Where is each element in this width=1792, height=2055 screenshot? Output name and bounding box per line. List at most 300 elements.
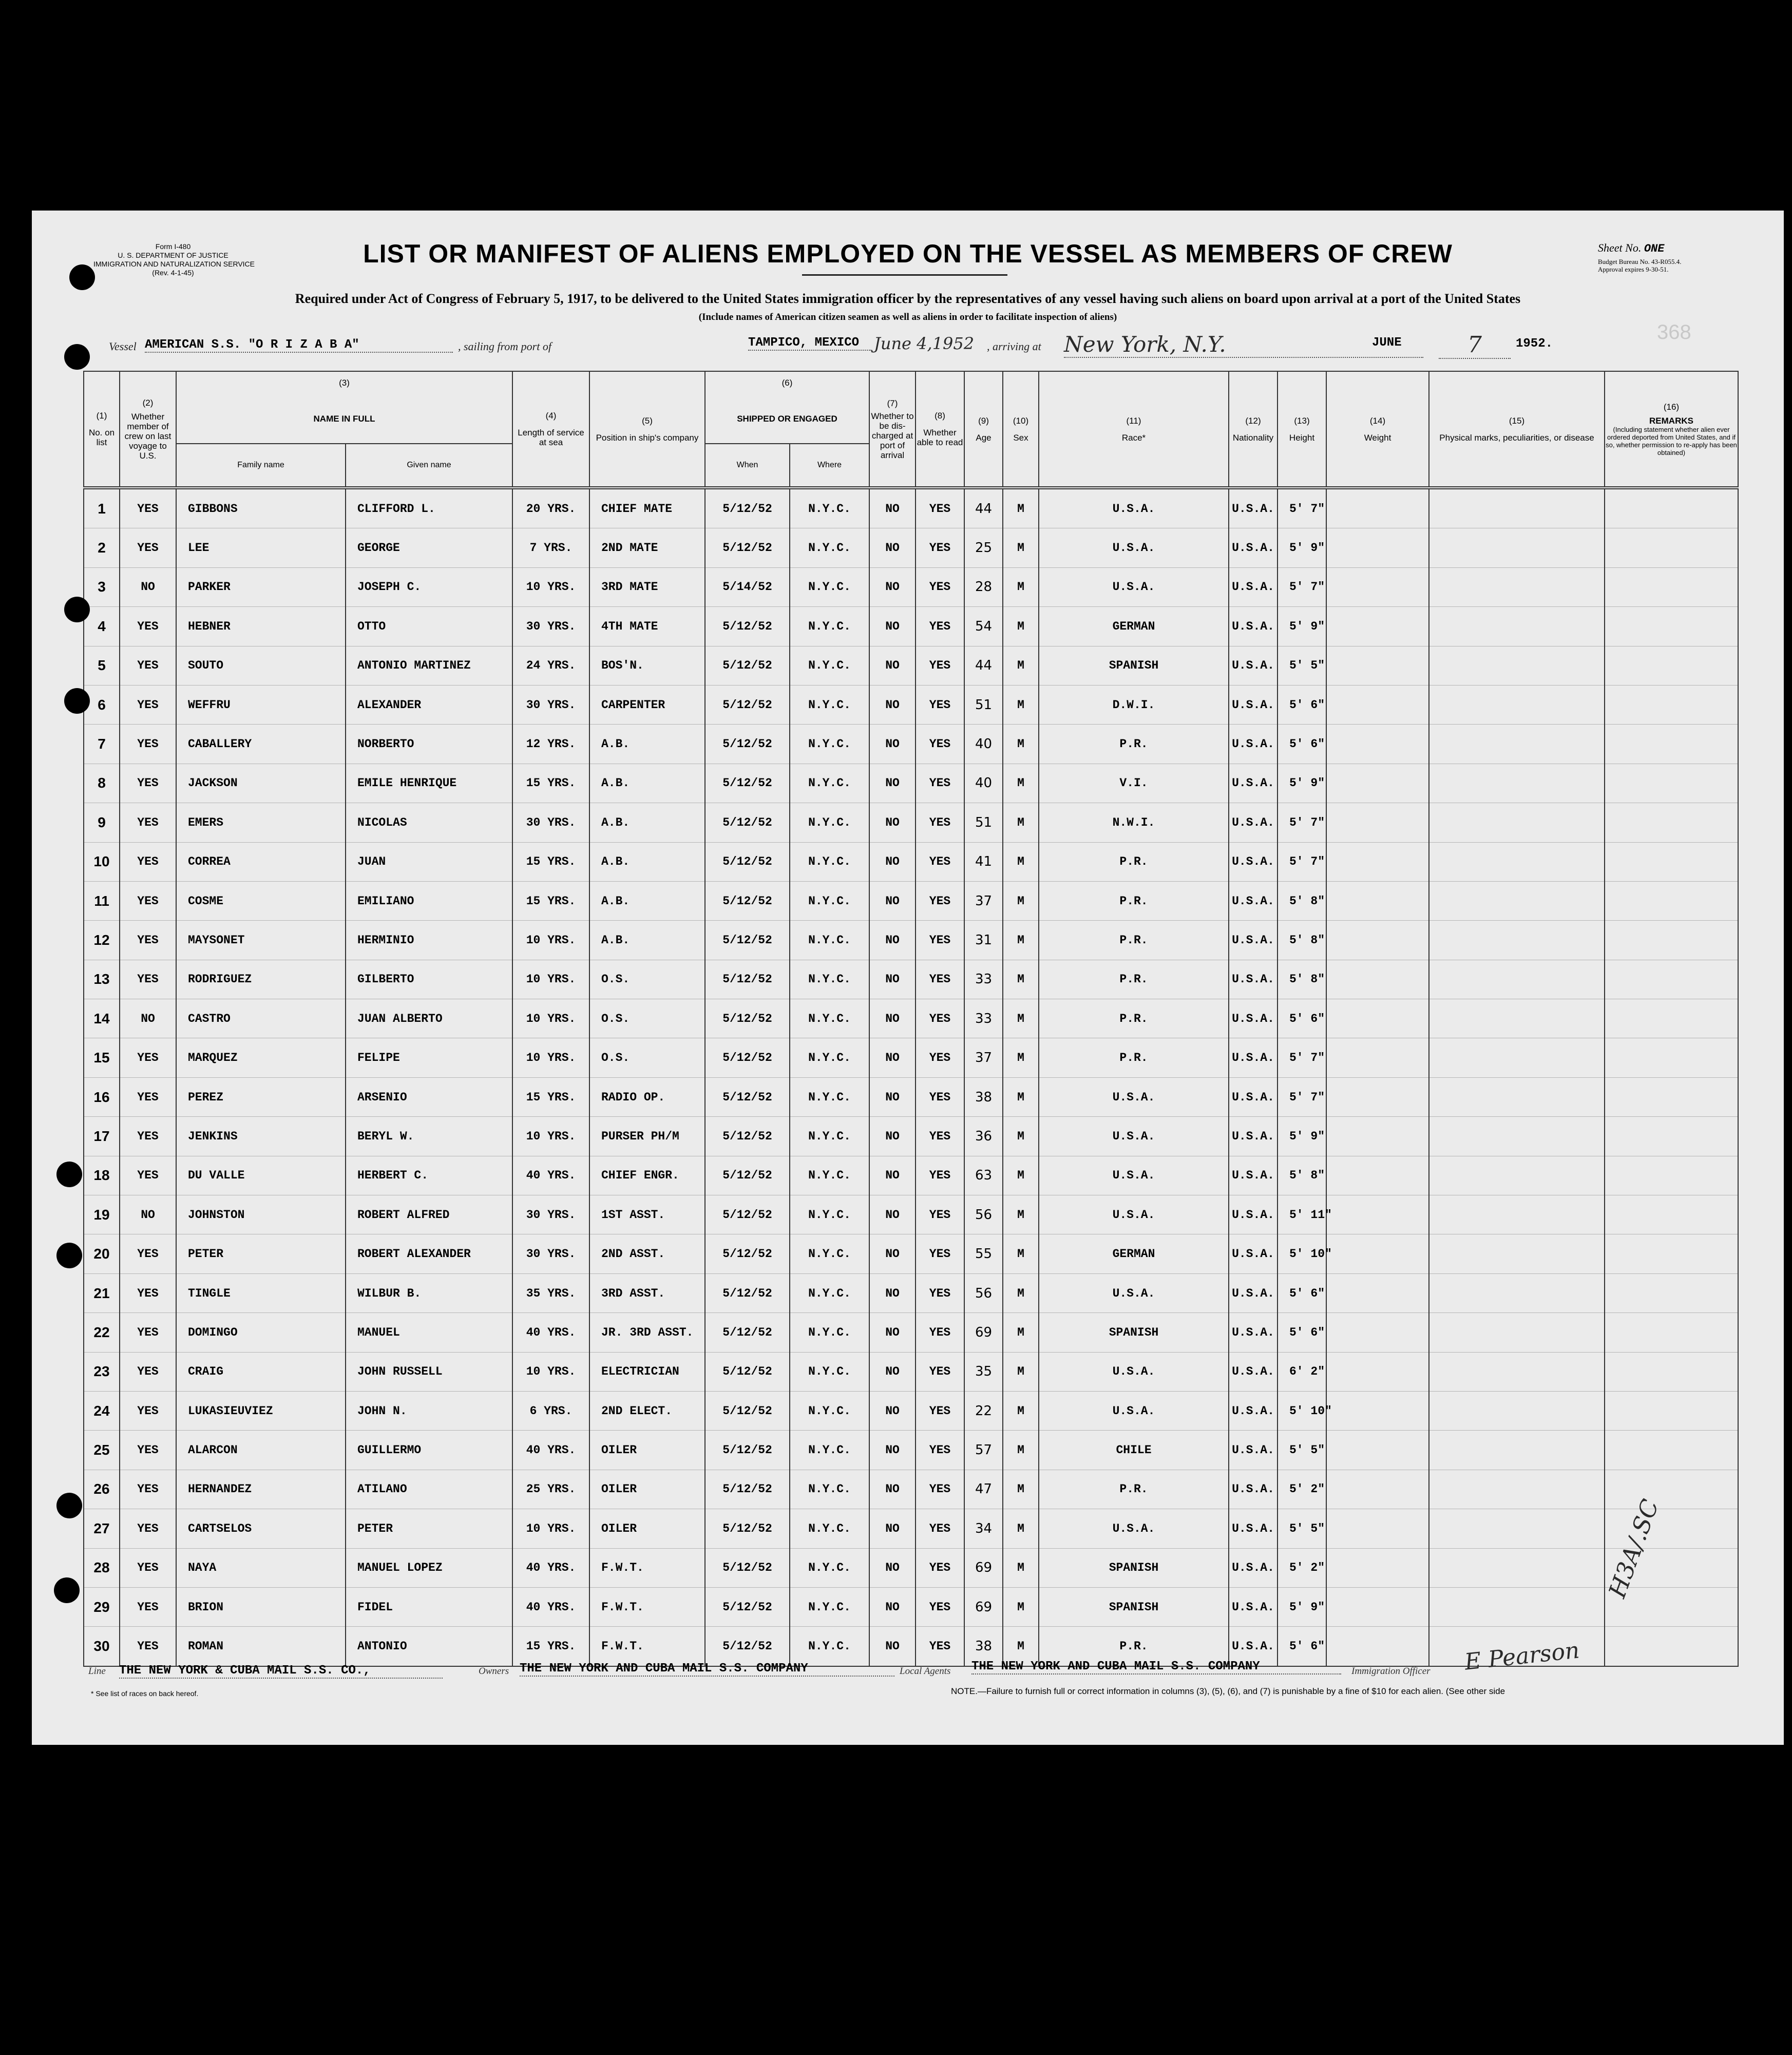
height-cell: 5' 8"	[1278, 1156, 1326, 1195]
shipped-when-cell: 5/12/52	[705, 1195, 790, 1234]
shipped-when-cell: 5/12/52	[705, 1391, 790, 1430]
col-no-header: (1) No. on list	[84, 371, 120, 488]
remarks-cell	[1605, 881, 1738, 920]
given-name-cell: PETER	[346, 1509, 512, 1548]
port-from: TAMPICO, MEXICO	[748, 336, 871, 351]
length-of-service-cell: 30 YRS.	[512, 1234, 589, 1273]
weight-cell	[1326, 803, 1429, 842]
length-of-service-cell: 40 YRS.	[512, 1431, 589, 1470]
age-cell: 44	[964, 646, 1003, 685]
sex-cell: M	[1003, 1391, 1039, 1430]
weight-cell	[1326, 488, 1429, 528]
age-cell: 44	[964, 488, 1003, 528]
row-number-cell: 29	[84, 1587, 120, 1626]
age-cell: 33	[964, 999, 1003, 1038]
shipped-where-cell: N.Y.C.	[790, 1627, 869, 1666]
given-name-cell: OTTO	[346, 607, 512, 646]
age-cell: 37	[964, 1038, 1003, 1077]
length-of-service-cell: 15 YRS.	[512, 881, 589, 920]
table-row	[84, 1117, 1738, 1156]
prev-voyage-cell: YES	[120, 1431, 176, 1470]
discharged-cell: NO	[869, 881, 916, 920]
physical-marks-cell	[1429, 1352, 1605, 1391]
shipped-where-cell: N.Y.C.	[790, 567, 869, 606]
manifest-sheet	[32, 211, 1784, 1745]
able-to-read-cell: YES	[916, 1156, 964, 1195]
race-cell: P.R.	[1039, 921, 1229, 960]
shipped-when-cell: 5/12/52	[705, 1038, 790, 1077]
weight-cell	[1326, 1038, 1429, 1077]
family-name-cell: NAYA	[176, 1548, 346, 1587]
prev-voyage-cell: YES	[120, 1038, 176, 1077]
shipped-where-cell: N.Y.C.	[790, 1470, 869, 1509]
table-row	[84, 1470, 1738, 1509]
prev-voyage-cell: YES	[120, 1077, 176, 1116]
shipped-when-cell: 5/12/52	[705, 1352, 790, 1391]
given-name-cell: GEORGE	[346, 528, 512, 567]
shipped-when-cell: 5/12/52	[705, 1587, 790, 1626]
shipped-when-cell: 5/12/52	[705, 999, 790, 1038]
punch-hole	[64, 597, 90, 622]
row-number-cell: 16	[84, 1077, 120, 1116]
shipped-where-cell: N.Y.C.	[790, 1038, 869, 1077]
remarks-cell	[1605, 488, 1738, 528]
sex-cell: M	[1003, 607, 1039, 646]
row-number-cell: 24	[84, 1391, 120, 1430]
nationality-cell: U.S.A.	[1229, 1391, 1278, 1430]
line-label: Line	[88, 1666, 106, 1677]
physical-marks-cell	[1429, 960, 1605, 999]
race-cell: U.S.A.	[1039, 1195, 1229, 1234]
physical-marks-cell	[1429, 1117, 1605, 1156]
crew-rows	[84, 488, 1738, 1666]
shipped-where-cell: N.Y.C.	[790, 1509, 869, 1548]
length-of-service-cell: 40 YRS.	[512, 1156, 589, 1195]
height-cell: 5' 6"	[1278, 1313, 1326, 1352]
shipped-where-cell: N.Y.C.	[790, 999, 869, 1038]
length-of-service-cell: 10 YRS.	[512, 1509, 589, 1548]
table-row	[84, 1431, 1738, 1470]
prev-voyage-cell: YES	[120, 1234, 176, 1273]
col-sex-header: (10) Sex	[1003, 371, 1039, 488]
physical-marks-cell	[1429, 842, 1605, 881]
row-number-cell: 8	[84, 764, 120, 803]
prev-voyage-cell: NO	[120, 567, 176, 606]
length-of-service-cell: 20 YRS.	[512, 488, 589, 528]
given-name-cell: JUAN ALBERTO	[346, 999, 512, 1038]
physical-marks-cell	[1429, 646, 1605, 685]
discharged-cell: NO	[869, 960, 916, 999]
height-cell: 5' 8"	[1278, 960, 1326, 999]
prev-voyage-cell: YES	[120, 803, 176, 842]
col-name-number: (3)	[176, 371, 512, 394]
given-name-cell: BERYL W.	[346, 1117, 512, 1156]
shipped-where-cell: N.Y.C.	[790, 528, 869, 567]
able-to-read-cell: YES	[916, 1548, 964, 1587]
height-cell: 5' 7"	[1278, 488, 1326, 528]
family-name-cell: PETER	[176, 1234, 346, 1273]
sex-cell: M	[1003, 1627, 1039, 1666]
remarks-cell	[1605, 1431, 1738, 1470]
nationality-cell: U.S.A.	[1229, 1038, 1278, 1077]
length-of-service-cell: 30 YRS.	[512, 1195, 589, 1234]
length-of-service-cell: 15 YRS.	[512, 1627, 589, 1666]
col-age-header: (9) Age	[964, 371, 1003, 488]
length-of-service-cell: 10 YRS.	[512, 1117, 589, 1156]
shipped-where-cell: N.Y.C.	[790, 1587, 869, 1626]
prev-voyage-cell: YES	[120, 1273, 176, 1312]
agents-value: THE NEW YORK AND CUBA MAIL S.S. COMPANY	[971, 1660, 1341, 1675]
age-cell: 47	[964, 1470, 1003, 1509]
table-row	[84, 960, 1738, 999]
shipped-when-cell: 5/12/52	[705, 607, 790, 646]
nationality-cell: U.S.A.	[1229, 1548, 1278, 1587]
shipped-where-cell: N.Y.C.	[790, 725, 869, 764]
row-number-cell: 7	[84, 725, 120, 764]
shipped-when-cell: 5/12/52	[705, 1509, 790, 1548]
remarks-cell	[1605, 803, 1738, 842]
position-cell: O.S.	[589, 999, 705, 1038]
given-name-cell: GUILLERMO	[346, 1431, 512, 1470]
table-row	[84, 1313, 1738, 1352]
height-cell: 6' 2"	[1278, 1352, 1326, 1391]
discharged-cell: NO	[869, 1548, 916, 1587]
sex-cell: M	[1003, 999, 1039, 1038]
shipped-when-cell: 5/12/52	[705, 646, 790, 685]
table-row	[84, 725, 1738, 764]
given-name-cell: ALEXANDER	[346, 685, 512, 724]
given-name-cell: HERMINIO	[346, 921, 512, 960]
row-number-cell: 28	[84, 1548, 120, 1587]
weight-cell	[1326, 685, 1429, 724]
shipped-when-cell: 5/12/52	[705, 1627, 790, 1666]
discharged-cell: NO	[869, 1234, 916, 1273]
shipped-where-cell: N.Y.C.	[790, 1352, 869, 1391]
shipped-where-cell: N.Y.C.	[790, 764, 869, 803]
prev-voyage-cell: YES	[120, 1509, 176, 1548]
physical-marks-cell	[1429, 1273, 1605, 1312]
sheet-value: ONE	[1644, 242, 1665, 255]
family-name-cell: COSME	[176, 881, 346, 920]
table-row	[84, 1195, 1738, 1234]
age-cell: 40	[964, 725, 1003, 764]
given-name-cell: ATILANO	[346, 1470, 512, 1509]
race-cell: SPANISH	[1039, 1587, 1229, 1626]
prev-voyage-cell: YES	[120, 1627, 176, 1666]
col-where-header: Where	[790, 444, 869, 488]
remarks-cell	[1605, 842, 1738, 881]
discharged-cell: NO	[869, 1391, 916, 1430]
shipped-when-cell: 5/12/52	[705, 1273, 790, 1312]
discharged-cell: NO	[869, 1509, 916, 1548]
sex-cell: M	[1003, 528, 1039, 567]
prev-voyage-cell: YES	[120, 1587, 176, 1626]
table-row	[84, 842, 1738, 881]
able-to-read-cell: YES	[916, 1313, 964, 1352]
race-cell: SPANISH	[1039, 1313, 1229, 1352]
nationality-cell: U.S.A.	[1229, 528, 1278, 567]
sex-cell: M	[1003, 1548, 1039, 1587]
line-value: THE NEW YORK & CUBA MAIL S.S. CO.,	[119, 1664, 443, 1679]
age-cell: 41	[964, 842, 1003, 881]
col-service-header: (4) Length of service at sea	[512, 371, 589, 488]
position-cell: BOS'N.	[589, 646, 705, 685]
shipped-when-cell: 5/12/52	[705, 1548, 790, 1587]
shipped-when-cell: 5/12/52	[705, 685, 790, 724]
physical-marks-cell	[1429, 1195, 1605, 1234]
height-cell: 5' 10"	[1278, 1234, 1326, 1273]
shipped-where-cell: N.Y.C.	[790, 1156, 869, 1195]
able-to-read-cell: YES	[916, 1195, 964, 1234]
discharged-cell: NO	[869, 1077, 916, 1116]
position-cell: A.B.	[589, 881, 705, 920]
shipped-when-cell: 5/12/52	[705, 842, 790, 881]
table-row	[84, 567, 1738, 606]
weight-cell	[1326, 1117, 1429, 1156]
length-of-service-cell: 30 YRS.	[512, 803, 589, 842]
family-name-cell: ROMAN	[176, 1627, 346, 1666]
shipped-when-cell: 5/12/52	[705, 921, 790, 960]
age-cell: 51	[964, 685, 1003, 724]
length-of-service-cell: 12 YRS.	[512, 725, 589, 764]
weight-cell	[1326, 1509, 1429, 1548]
nationality-cell: U.S.A.	[1229, 567, 1278, 606]
position-cell: A.B.	[589, 842, 705, 881]
prev-voyage-cell: YES	[120, 960, 176, 999]
budget-block	[1598, 258, 1726, 273]
shipped-where-cell: N.Y.C.	[790, 1548, 869, 1587]
physical-marks-cell	[1429, 1431, 1605, 1470]
position-cell: RADIO OP.	[589, 1077, 705, 1116]
height-cell: 5' 10"	[1278, 1391, 1326, 1430]
sex-cell: M	[1003, 921, 1039, 960]
row-number-cell: 21	[84, 1273, 120, 1312]
able-to-read-cell: YES	[916, 1352, 964, 1391]
physical-marks-cell	[1429, 725, 1605, 764]
sex-cell: M	[1003, 488, 1039, 528]
able-to-read-cell: YES	[916, 1038, 964, 1077]
stamp-number: 368	[1657, 321, 1691, 344]
height-cell: 5' 11"	[1278, 1195, 1326, 1234]
prev-voyage-cell: YES	[120, 1548, 176, 1587]
family-name-cell: DOMINGO	[176, 1313, 346, 1352]
weight-cell	[1326, 842, 1429, 881]
table-row	[84, 646, 1738, 685]
family-name-cell: HEBNER	[176, 607, 346, 646]
vessel-name: AMERICAN S.S. "O R I Z A B A"	[145, 338, 453, 353]
race-cell: P.R.	[1039, 725, 1229, 764]
height-cell: 5' 6"	[1278, 685, 1326, 724]
race-cell: U.S.A.	[1039, 567, 1229, 606]
form-service: IMMIGRATION AND NATURALIZATION SERVICE	[93, 260, 255, 268]
race-cell: U.S.A.	[1039, 1156, 1229, 1195]
prev-voyage-cell: YES	[120, 1391, 176, 1430]
height-cell: 5' 5"	[1278, 646, 1326, 685]
position-cell: OILER	[589, 1431, 705, 1470]
nationality-cell: U.S.A.	[1229, 1195, 1278, 1234]
shipped-where-cell: N.Y.C.	[790, 607, 869, 646]
age-cell: 55	[964, 1234, 1003, 1273]
race-cell: V.I.	[1039, 764, 1229, 803]
shipped-when-cell: 5/12/52	[705, 803, 790, 842]
weight-cell	[1326, 1548, 1429, 1587]
col-given-header: Given name	[346, 444, 512, 488]
weight-cell	[1326, 528, 1429, 567]
discharged-cell: NO	[869, 1038, 916, 1077]
height-cell: 5' 6"	[1278, 999, 1326, 1038]
sex-cell: M	[1003, 1234, 1039, 1273]
col-name-header: NAME IN FULL	[176, 394, 512, 444]
punch-hole	[69, 264, 95, 290]
sex-cell: M	[1003, 1470, 1039, 1509]
crew-manifest-table	[83, 371, 1739, 1667]
row-number-cell: 25	[84, 1431, 120, 1470]
family-name-cell: JACKSON	[176, 764, 346, 803]
col-physical-header: (15) Physical marks, peculiarities, or disease	[1429, 371, 1605, 488]
weight-cell	[1326, 646, 1429, 685]
remarks-cell	[1605, 1234, 1738, 1273]
row-number-cell: 4	[84, 607, 120, 646]
length-of-service-cell: 40 YRS.	[512, 1313, 589, 1352]
race-cell: U.S.A.	[1039, 1077, 1229, 1116]
height-cell: 5' 9"	[1278, 1587, 1326, 1626]
position-cell: CARPENTER	[589, 685, 705, 724]
family-name-cell: CARTSELOS	[176, 1509, 346, 1548]
remarks-cell	[1605, 1195, 1738, 1234]
shipped-where-cell: N.Y.C.	[790, 842, 869, 881]
prev-voyage-cell: YES	[120, 488, 176, 528]
form-revision: (Rev. 4-1-45)	[152, 269, 194, 277]
sex-cell: M	[1003, 1313, 1039, 1352]
length-of-service-cell: 35 YRS.	[512, 1273, 589, 1312]
race-cell: N.W.I.	[1039, 803, 1229, 842]
shipped-when-cell: 5/12/52	[705, 1077, 790, 1116]
officer-label: Immigration Officer	[1351, 1666, 1431, 1677]
col-read-header: (8) Whether able to read	[916, 371, 964, 488]
prev-voyage-cell: YES	[120, 921, 176, 960]
length-of-service-cell: 10 YRS.	[512, 1038, 589, 1077]
length-of-service-cell: 25 YRS.	[512, 1470, 589, 1509]
nationality-cell: U.S.A.	[1229, 803, 1278, 842]
shipped-where-cell: N.Y.C.	[790, 881, 869, 920]
col-when-header: When	[705, 444, 790, 488]
given-name-cell: MANUEL	[346, 1313, 512, 1352]
remarks-cell	[1605, 725, 1738, 764]
able-to-read-cell: YES	[916, 960, 964, 999]
shipped-when-cell: 5/12/52	[705, 1470, 790, 1509]
height-cell: 5' 2"	[1278, 1470, 1326, 1509]
physical-marks-cell	[1429, 488, 1605, 528]
position-cell: 4TH MATE	[589, 607, 705, 646]
given-name-cell: MANUEL LOPEZ	[346, 1548, 512, 1587]
shipped-where-cell: N.Y.C.	[790, 1077, 869, 1116]
family-name-cell: PARKER	[176, 567, 346, 606]
age-cell: 25	[964, 528, 1003, 567]
port-to: New York, N.Y.	[1064, 332, 1423, 358]
able-to-read-cell: YES	[916, 725, 964, 764]
length-of-service-cell: 30 YRS.	[512, 607, 589, 646]
position-cell: A.B.	[589, 921, 705, 960]
nationality-cell: U.S.A.	[1229, 646, 1278, 685]
nationality-cell: U.S.A.	[1229, 1509, 1278, 1548]
title-underline	[802, 274, 1007, 276]
position-cell: O.S.	[589, 1038, 705, 1077]
punch-hole	[64, 344, 90, 370]
discharged-cell: NO	[869, 1313, 916, 1352]
remarks-cell	[1605, 1627, 1738, 1666]
family-name-cell: CABALLERY	[176, 725, 346, 764]
sex-cell: M	[1003, 881, 1039, 920]
col-position-header: (5) Position in ship's company	[589, 371, 705, 488]
physical-marks-cell	[1429, 1391, 1605, 1430]
weight-cell	[1326, 999, 1429, 1038]
shipped-when-cell: 5/12/52	[705, 881, 790, 920]
prev-voyage-cell: YES	[120, 1352, 176, 1391]
punch-hole	[56, 1243, 82, 1268]
length-of-service-cell: 10 YRS.	[512, 999, 589, 1038]
given-name-cell: ARSENIO	[346, 1077, 512, 1116]
punch-hole	[56, 1493, 82, 1518]
shipped-where-cell: N.Y.C.	[790, 803, 869, 842]
prev-voyage-cell: YES	[120, 1117, 176, 1156]
height-cell: 5' 6"	[1278, 1627, 1326, 1666]
sex-cell: M	[1003, 685, 1039, 724]
family-name-cell: EMERS	[176, 803, 346, 842]
race-cell: P.R.	[1039, 960, 1229, 999]
family-name-cell: TINGLE	[176, 1273, 346, 1312]
able-to-read-cell: YES	[916, 1509, 964, 1548]
age-cell: 54	[964, 607, 1003, 646]
table-row	[84, 685, 1738, 724]
age-cell: 28	[964, 567, 1003, 606]
height-cell: 5' 8"	[1278, 921, 1326, 960]
physical-marks-cell	[1429, 1470, 1605, 1509]
nationality-cell: U.S.A.	[1229, 1627, 1278, 1666]
col-discharged-header: (7) Whether to be dis-charged at port of arrival	[869, 371, 916, 488]
shipped-when-cell: 5/12/52	[705, 1234, 790, 1273]
weight-cell	[1326, 1273, 1429, 1312]
shipped-where-cell: N.Y.C.	[790, 960, 869, 999]
position-cell: O.S.	[589, 960, 705, 999]
length-of-service-cell: 6 YRS.	[512, 1391, 589, 1430]
position-cell: A.B.	[589, 803, 705, 842]
family-name-cell: CASTRO	[176, 999, 346, 1038]
height-cell: 5' 6"	[1278, 1273, 1326, 1312]
able-to-read-cell: YES	[916, 1627, 964, 1666]
sex-cell: M	[1003, 1431, 1039, 1470]
family-name-cell: RODRIGUEZ	[176, 960, 346, 999]
length-of-service-cell: 15 YRS.	[512, 1077, 589, 1116]
nationality-cell: U.S.A.	[1229, 921, 1278, 960]
nationality-cell: U.S.A.	[1229, 1234, 1278, 1273]
discharged-cell: NO	[869, 1195, 916, 1234]
physical-marks-cell	[1429, 1038, 1605, 1077]
family-name-cell: SOUTO	[176, 646, 346, 685]
prev-voyage-cell: YES	[120, 1470, 176, 1509]
family-name-cell: LEE	[176, 528, 346, 567]
height-cell: 5' 9"	[1278, 764, 1326, 803]
weight-cell	[1326, 1313, 1429, 1352]
age-cell: 35	[964, 1352, 1003, 1391]
penalty-note: NOTE.—Failure to furnish full or correct information in columns (3), (5), (6), and (7) is punishable by a fine of $10 for each alien. (See other side	[951, 1686, 1505, 1696]
nationality-cell: U.S.A.	[1229, 842, 1278, 881]
position-cell: 3RD ASST.	[589, 1273, 705, 1312]
owners-label: Owners	[479, 1666, 509, 1677]
sex-cell: M	[1003, 725, 1039, 764]
vessel-label: Vessel	[109, 340, 137, 353]
family-name-cell: MAYSONET	[176, 921, 346, 960]
race-cell: GERMAN	[1039, 1234, 1229, 1273]
